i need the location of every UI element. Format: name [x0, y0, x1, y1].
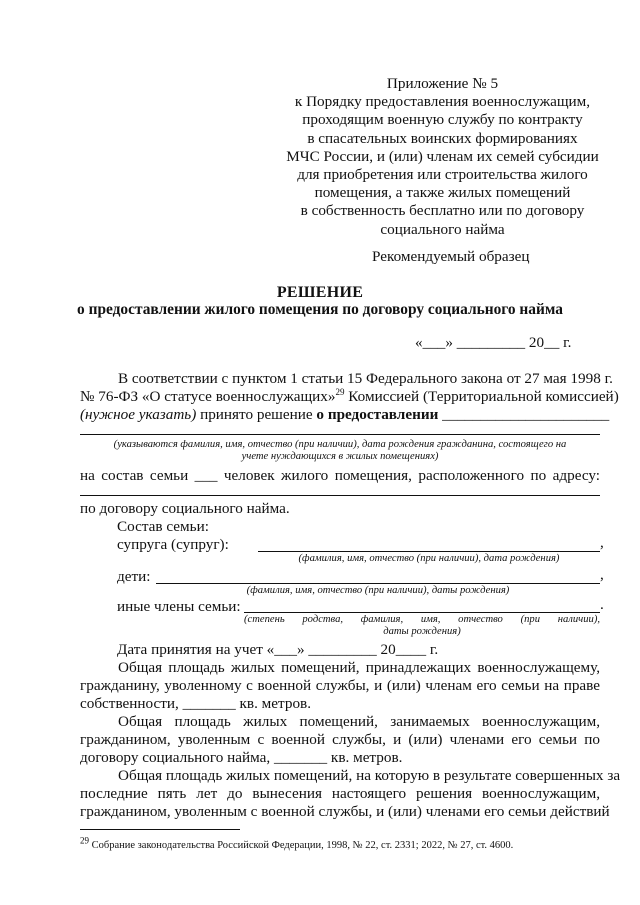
footnote-text: Собрание законодательства Российской Федерации, 1998, № 22, ст. 2331; 2022, № 27, ст. 4600. [89, 840, 514, 851]
paragraph-1-line-2: гражданину, уволенному с военной службы, и (или) членам его семьи на праве [80, 677, 600, 694]
decision-blank: ______________________ [438, 406, 610, 423]
person-caption-1: (указываются фамилия, имя, отчество (при наличии), дата рождения гражданина, состоящего на [113, 439, 567, 450]
footnote [80, 835, 514, 851]
intro-line-2-start: № 76-ФЗ «О статусе военнослужащих» [80, 388, 336, 405]
recommended-form-label: Рекомендуемый образец [372, 248, 530, 265]
intro-line-1: В соответствии с пунктом 1 статьи 15 Федерального закона от 27 мая 1998 г. [118, 370, 613, 387]
intro-line-2 [80, 386, 619, 406]
family-size-line: на состав семьи ___ человек жилого помещения, расположенного по адресу: [80, 467, 600, 484]
spouse-comma: , [600, 534, 604, 551]
appendix-line: проходящим военную службу по контракту [302, 111, 583, 129]
person-caption-2: учете нуждающихся в жилых помещениях) [241, 451, 439, 462]
paragraph-3-line-1: Общая площадь жилых помещений, на которую в результате совершенных за [118, 767, 621, 784]
children-fill-line [156, 583, 600, 584]
other-members-caption-1: (степень родства, фамилия, имя, отчество (при наличии), [244, 614, 600, 625]
document-title: РЕШЕНИЕ [276, 284, 364, 301]
intro-line-2-end: Комиссией (Территориальной комиссией) [344, 388, 619, 405]
paragraph-3-line-2: последние пять лет до вынесения настоящего решения военнослужащим, [80, 785, 600, 802]
paragraph-2-line-3: договору социального найма, _______ кв. метров. [80, 749, 403, 766]
registration-date-field: Дата принятия на учет «___» _________ 20____ г. [117, 641, 439, 658]
spouse-label: супруга (супруг): [117, 536, 229, 553]
other-members-caption-2: даты рождения) [383, 626, 461, 637]
paragraph-3-line-3: гражданином, уволенным с военной службы, и (или) членами его семьи действий [80, 803, 610, 820]
document-subtitle: о предоставлении жилого помещения по договору социального найма [77, 301, 563, 318]
other-members-period: . [600, 596, 604, 613]
address-fill-line [80, 495, 600, 496]
social-lease-text: по договору социального найма. [80, 500, 290, 517]
choose-note: (нужное указать) [80, 406, 197, 423]
appendix-line: в спасательных воинских формированиях [307, 129, 578, 147]
other-members-fill-line [244, 612, 600, 613]
children-comma: , [600, 566, 604, 583]
decision-date-field: «___» _________ 20__ г. [415, 334, 572, 351]
paragraph-2-line-1: Общая площадь жилых помещений, занимаемых военнослужащим, [118, 713, 600, 730]
footnote-number: 29 [80, 835, 89, 846]
footnote-reference: 29 [335, 386, 345, 397]
decision-bold: о предоставлении [316, 406, 439, 423]
spouse-caption: (фамилия, имя, отчество (при наличии), дата рождения) [298, 553, 560, 564]
appendix-line: МЧС России, и (или) членам их семей субсидии [286, 147, 599, 165]
children-label: дети: [117, 568, 151, 585]
other-members-label: иные члены семьи: [117, 598, 241, 615]
paragraph-1-line-3: собственности, _______ кв. метров. [80, 695, 312, 712]
appendix-line: к Порядку предоставления военнослужащим, [294, 93, 591, 111]
family-composition-label: Состав семьи: [117, 518, 209, 535]
person-fill-line [80, 434, 600, 435]
intro-line-3 [80, 406, 609, 424]
appendix-line: социального найма [380, 220, 505, 238]
paragraph-2-line-2: гражданином, уволенным с военной службы, и (или) членами его семьи по [80, 731, 600, 748]
spouse-fill-line [258, 551, 600, 552]
paragraph-1-line-1: Общая площадь жилых помещений, принадлежащих военнослужащему, [118, 659, 600, 676]
appendix-line: помещения, а также жилых помещений [314, 184, 571, 202]
footnote-divider [80, 829, 240, 830]
appendix-header [270, 75, 615, 239]
appendix-line: в собственность бесплатно или по договору [300, 202, 585, 220]
appendix-line: Приложение № 5 [386, 75, 499, 92]
decision-text: принято решение [196, 406, 317, 423]
appendix-line: для приобретения или строительства жилого [297, 166, 588, 184]
children-caption: (фамилия, имя, отчество (при наличии), даты рождения) [246, 585, 510, 596]
